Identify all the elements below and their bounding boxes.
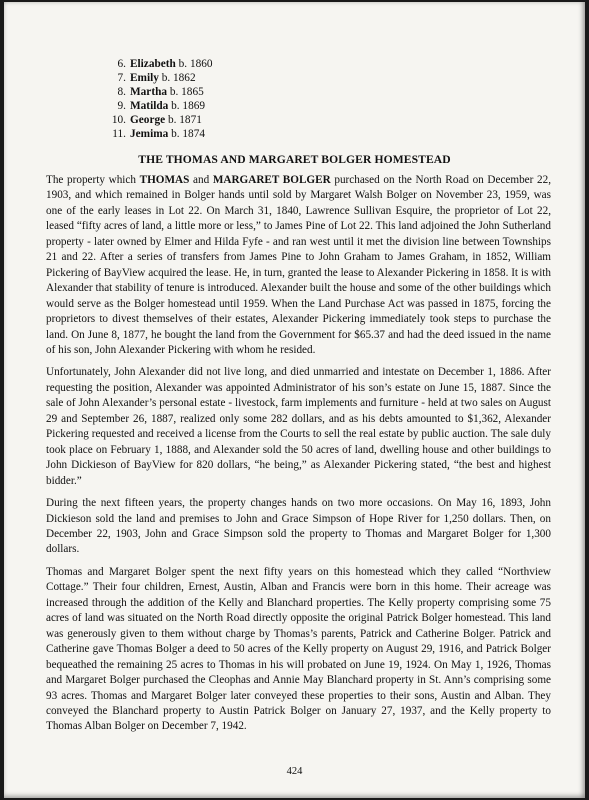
paragraph-2: Unfortunately, John Alexander did not live long, and died unmarried and intestate on December 1, 1886. After requesting the position, Alexander was appointed Administrator of his son’s estate on June 15, 1887. Since the sale of John Alexander’s personal estate - livestock, farm implements and furniture - held at two sales on August 29 and September 26, 1887, realized only some 282 dollars, and as his debts amounted to $1,362, Alexander Pickering requested and received a license from the Courts to sell the real estate by public auction. The sale duly took place on February 1, 1888, and Alexander sold the 50 acres of land, dwelling house and other buildings to John Dickieson of BayView for 820 dollars, “he being,” as Alexander Pickering stated, “the best and highest bidder.” (46, 366, 551, 487)
body-text (46, 173, 551, 742)
book-page (4, 2, 585, 798)
list-item: 9. Matilda b. 1869 (117, 100, 206, 113)
list-item: 6. Elizabeth b. 1860 (117, 58, 213, 70)
list-item: 10. George b. 1871 (111, 114, 202, 127)
page-number: 424 (286, 766, 303, 777)
children-list (104, 57, 213, 142)
paragraph-1: The property which THOMAS and MARGARET BOLGER purchased on the North Road on December 22, 1903, and which remained in Bolger hands until sold by Margaret Walsh Bolger on November 23, 1959, was one of the early leases in Lot 22. On March 31, 1840, Lawrence Sullivan Esquire, the proprietor of Lot 22, leased “fifty acres of land, a little more or less,” to James Pine of Lot 22. This land adjoined the John Sutherland property - later owned by Elmer and Hilda Fyfe - and ran west until it met the division line between Townships 21 and 22. After a series of transfers from James Pine to John Graham to James Graham, in 1852, William Pickering of BayView acquired the lease. He, in turn, granted the lease to Alexander Pickering in 1858. It is with Alexander that stability of tenure is introduced. Alexander built the house and some of the other buildings which would serve as the Bolger homestead until 1959. When the Land Purchase Act was passed in 1875, forcing the proprietors to divest themselves of their estates, Alexander Pickering immediately took steps to purchase the land. On June 8, 1877, he bought the land from the Government for $65.37 and had the deed issued in the name of his son, John Alexander Pickering with whom he resided. (46, 174, 552, 356)
list-item: 7. Emily b. 1862 (117, 72, 196, 85)
paragraph-3: During the next fifteen years, the property changes hands on two more occasions. On May 16, 1893, John Dickieson sold the land and premises to John and Grace Simpson of Hope River for 1,250 dollars. Then, on December 22, 1903, John and Grace Simpson sold the property to Thomas and Margaret Bolger for 1,300 dollars. (46, 497, 551, 556)
section-title: THE THOMAS AND MARGARET BOLGER HOMESTEAD (138, 153, 451, 166)
paragraph-4: Thomas and Margaret Bolger spent the next fifty years on this homestead which they called “Northview Cottage.” Their four children, Ernest, Austin, Alban and Francis were born in this home. Their acreage was increased through the addition of the Kelly and Blanchard properties. The Kelly property comprising some 75 acres of land was situated on the North Road directly opposite the original Patrick Bolger homestead. This land was generously given to them without charge by Thomas’s parents, Patrick and Catherine Bolger. Patrick and Catherine gave Thomas Bolger a deed to 50 acres of the Kelly property on August 29, 1916, and Patrick Bolger bequeathed the remaining 25 acres to Thomas in his will probated on June 19, 1924. On May 1, 1926, Thomas and Margaret Bolger purchased the Cleophas and Annie May Blanchard property in St. Ann’s comprising some 93 acres. Thomas and Margaret Bolger later conveyed these properties to their sons, Austin and Alban. They conveyed the Blanchard property to Austin Patrick Bolger on January 27, 1937, and the Kelly property to Thomas Alban Bolger on December 7, 1942. (46, 565, 551, 733)
list-item: 11. Jemima b. 1874 (112, 128, 205, 141)
list-item: 8. Martha b. 1865 (117, 86, 204, 99)
